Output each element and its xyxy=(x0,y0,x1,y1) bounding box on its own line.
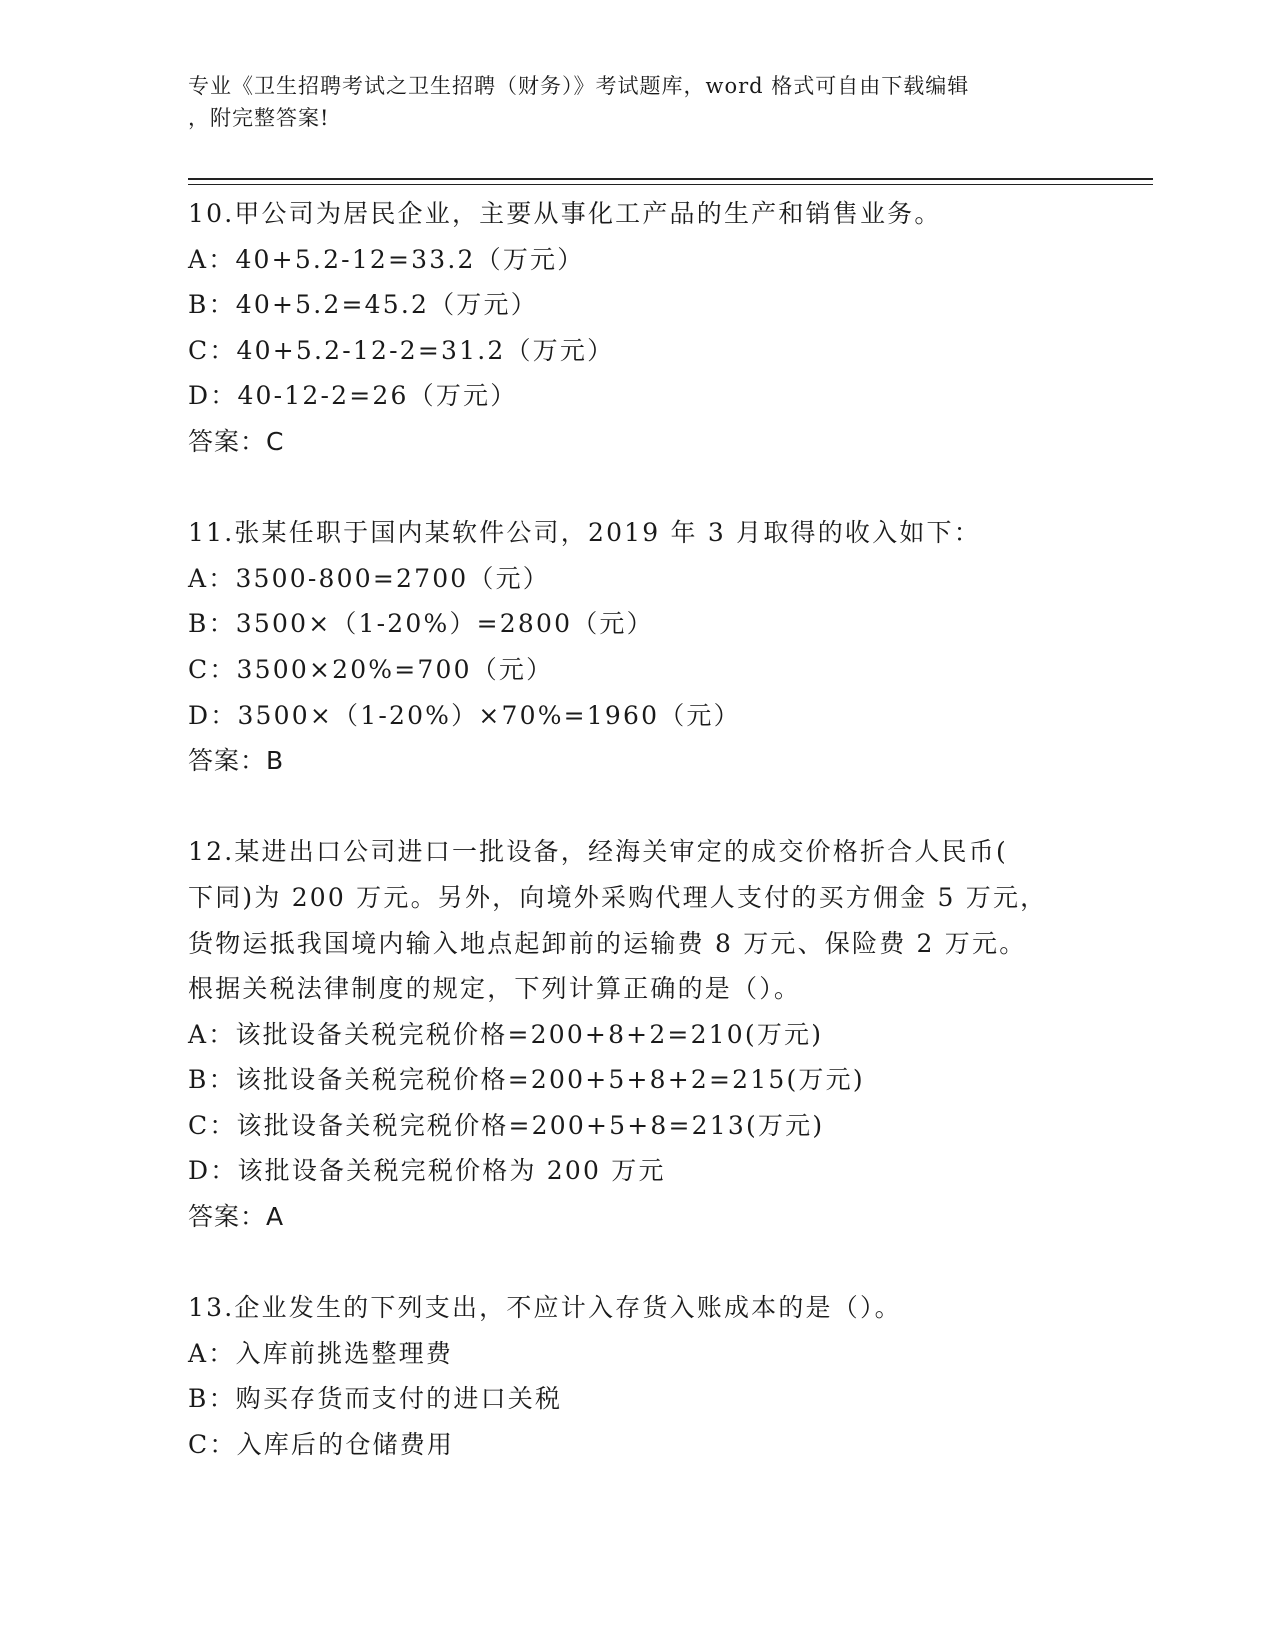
question-stem-line-1: 12.某进出口公司进口一批设备，经海关审定的成交价格折合人民币( xyxy=(188,837,1008,867)
answer-label: 答案：A xyxy=(188,1202,285,1232)
option-d: D：3500×（1-20%）×70%=1960（元） xyxy=(188,700,741,730)
question-stem: 10.甲公司为居民企业，主要从事化工产品的生产和销售业务。 xyxy=(188,199,942,228)
spacer xyxy=(188,784,1088,830)
question-stem-line-2: 下同)为 200 万元。另外，向境外采购代理人支付的买方佣金 5 万元， xyxy=(188,882,1048,912)
question-list xyxy=(188,191,1088,1468)
option-d: D：40-12-2=26（万元） xyxy=(188,381,518,411)
header-rule-thin xyxy=(188,184,1153,185)
option-c: C：入库后的仓储费用 xyxy=(188,1430,455,1460)
option-b: B：购买存货而支付的进口关税 xyxy=(188,1384,563,1414)
option-a: A：3500-800=2700（元） xyxy=(188,563,551,593)
question-stem: 11.张某任职于国内某软件公司，2019 年 3 月取得的收入如下： xyxy=(188,518,981,548)
question-stem: 13.企业发生的下列支出，不应计入存货入账成本的是（）。 xyxy=(188,1293,902,1323)
header-line-1: 专业《卫生招聘考试之卫生招聘（财务）》考试题库，word 格式可自由下载编辑 xyxy=(188,74,970,98)
question-11 xyxy=(188,510,1088,784)
option-b: B：3500×（1-20%）=2800（元） xyxy=(188,609,654,639)
option-a: A：入库前挑选整理费 xyxy=(188,1338,454,1368)
option-a: A：该批设备关税完税价格=200+8+2=210(万元) xyxy=(188,1019,824,1049)
option-b: B：该批设备关税完税价格=200+5+8+2=215(万元) xyxy=(188,1065,865,1095)
question-stem-line-4: 根据关税法律制度的规定，下列计算正确的是（）。 xyxy=(188,974,802,1004)
option-a: A：40+5.2-12=33.2（万元） xyxy=(188,244,585,274)
document-header xyxy=(188,70,1068,134)
option-b: B：40+5.2=45.2（万元） xyxy=(188,290,538,320)
question-13 xyxy=(188,1285,1088,1467)
option-c: C：3500×20%=700（元） xyxy=(188,654,554,684)
question-12 xyxy=(188,829,1088,1239)
spacer xyxy=(188,1240,1088,1286)
option-c: C：该批设备关税完税价格=200+5+8=213(万元) xyxy=(188,1110,825,1140)
answer-label: 答案：C xyxy=(188,426,285,456)
answer-label: 答案：B xyxy=(188,746,285,776)
option-c: C：40+5.2-12-2=31.2（万元） xyxy=(188,335,615,365)
header-line-2: ，附完整答案! xyxy=(188,106,330,130)
spacer xyxy=(188,465,1088,511)
option-d: D：该批设备关税完税价格为 200 万元 xyxy=(188,1156,666,1186)
question-10 xyxy=(188,191,1088,465)
header-rule-thick xyxy=(188,178,1153,180)
question-stem-line-3: 货物运抵我国境内输入地点起卸前的运输费 8 万元、保险费 2 万元。 xyxy=(188,928,1027,958)
